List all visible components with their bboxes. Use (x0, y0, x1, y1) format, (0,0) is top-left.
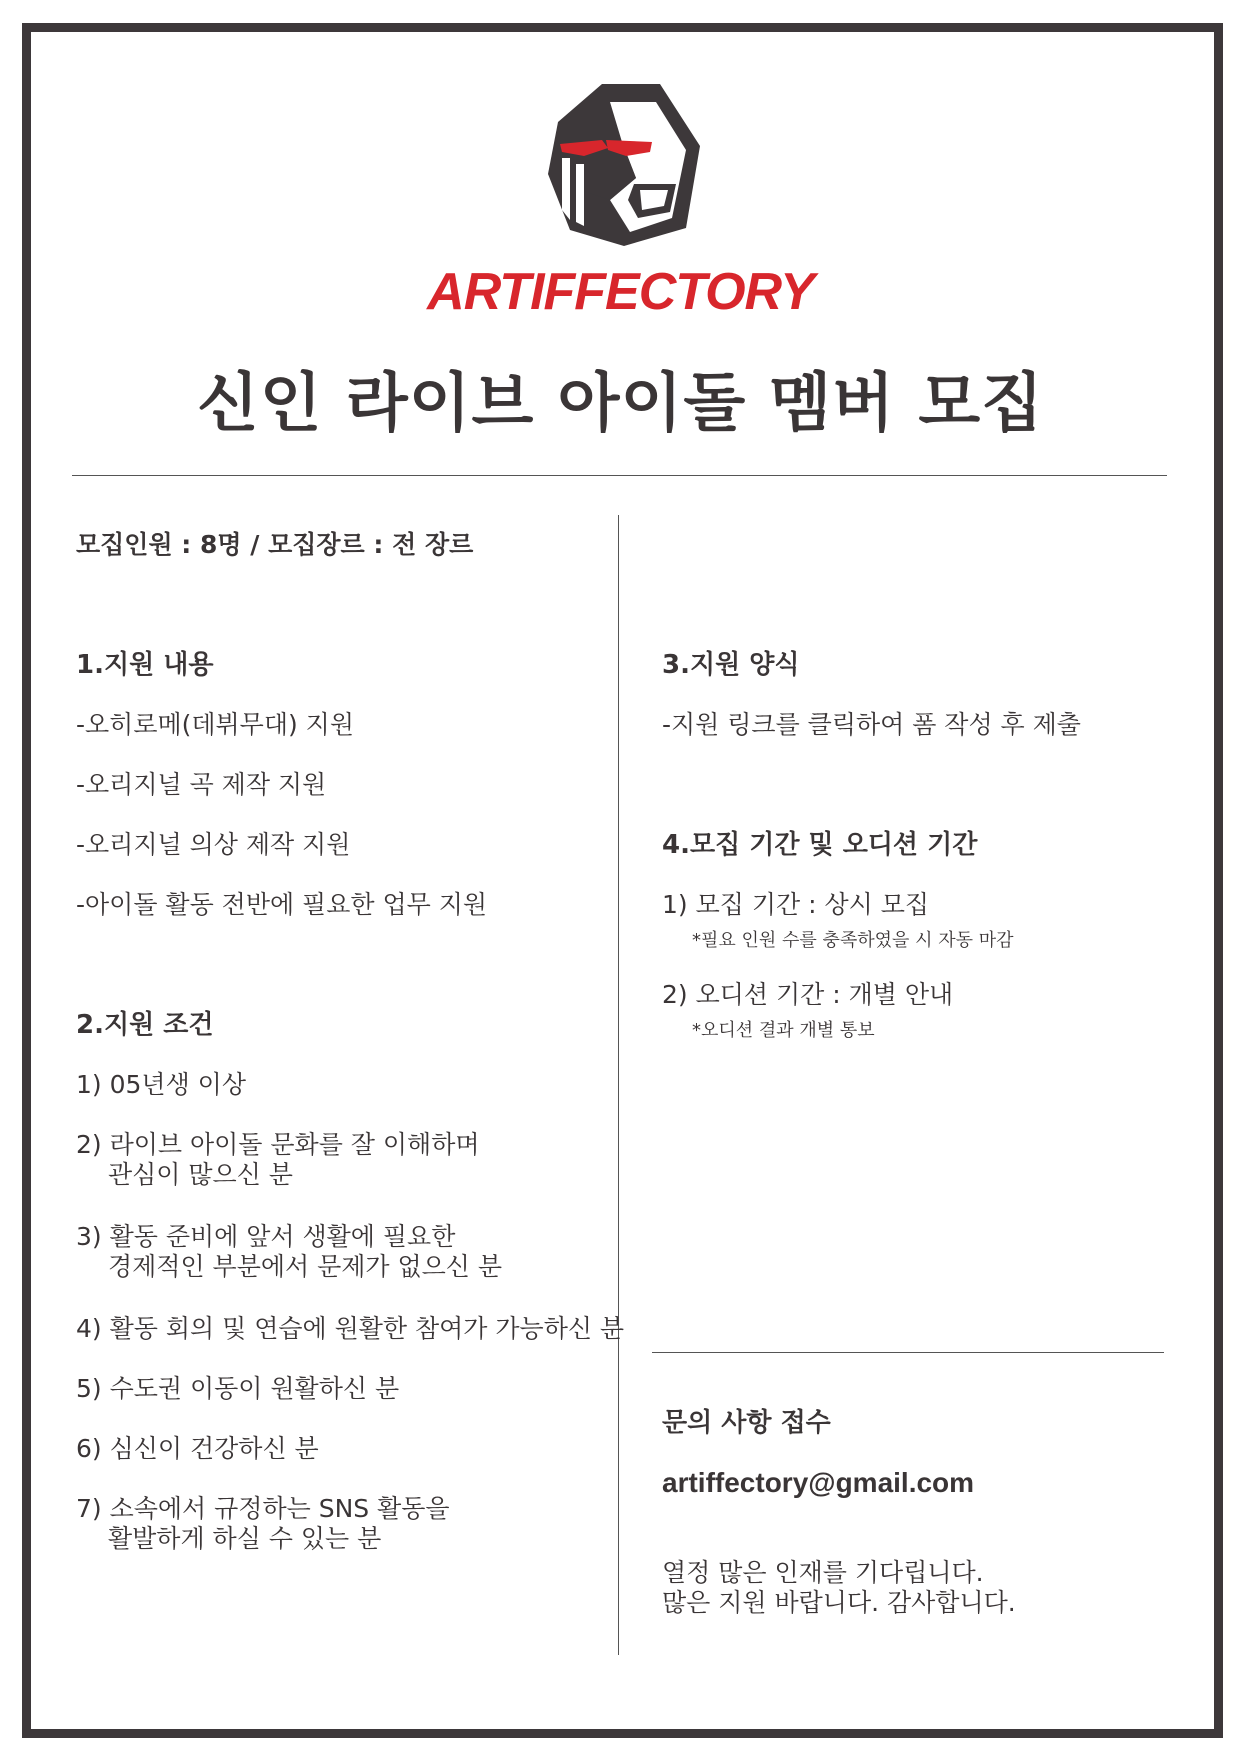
audition-period: 2) 오디션 기간 : 개별 안내 (662, 980, 954, 1009)
condition-item-continued: 경제적인 부분에서 문제가 없으신 분 (108, 1252, 503, 1281)
audition-period-note: *오디션 결과 개별 통보 (692, 1020, 875, 1041)
condition-item-continued: 활발하게 하실 수 있는 분 (108, 1524, 382, 1553)
condition-item: 7) 소속에서 규정하는 SNS 활동을 (76, 1494, 450, 1523)
brand-wordmark: ARTIFFECTORY (427, 263, 814, 321)
section2-heading: 2.지원 조건 (76, 1010, 214, 1040)
section4-heading: 4.모집 기간 및 오디션 기간 (662, 830, 978, 860)
section1-item: -아이돌 활동 전반에 필요한 업무 지원 (76, 890, 488, 919)
gorilla-logo-icon (540, 80, 708, 250)
contact-heading: 문의 사항 접수 (662, 1408, 831, 1438)
contact-email-link[interactable]: artiffectory@gmail.com (662, 1467, 975, 1498)
recruit-summary: 모집인원 : 8명 / 모집장르 : 전 장르 (76, 530, 474, 559)
section1-heading: 1.지원 내용 (76, 650, 214, 680)
condition-item-continued: 관심이 많으신 분 (108, 1160, 293, 1189)
recruit-period: 1) 모집 기간 : 상시 모집 (662, 890, 930, 919)
closing-line: 많은 지원 바랍니다. 감사합니다. (662, 1588, 1016, 1617)
section1-item: -오리지널 의상 제작 지원 (76, 830, 351, 859)
condition-item: 3) 활동 준비에 앞서 생활에 필요한 (76, 1222, 456, 1251)
section1-item: -오리지널 곡 제작 지원 (76, 770, 327, 799)
condition-item: 4) 활동 회의 및 연습에 원활한 참여가 가능하신 분 (76, 1314, 625, 1343)
title-divider (72, 475, 1167, 476)
section1-item: -오히로메(데뷔무대) 지원 (76, 710, 354, 739)
contact-divider (652, 1352, 1164, 1353)
condition-item: 5) 수도권 이동이 원활하신 분 (76, 1374, 400, 1403)
column-divider (618, 515, 619, 1655)
page-title: 신인 라이브 아이돌 멤버 모집 (196, 367, 1044, 441)
condition-item: 6) 심신이 건강하신 분 (76, 1434, 319, 1463)
condition-item: 2) 라이브 아이돌 문화를 잘 이해하며 (76, 1130, 480, 1159)
closing-line: 열정 많은 인재를 기다립니다. (662, 1558, 984, 1587)
section3-item: -지원 링크를 클릭하여 폼 작성 후 제출 (662, 710, 1081, 739)
condition-item: 1) 05년생 이상 (76, 1070, 246, 1099)
section3-heading: 3.지원 양식 (662, 650, 800, 680)
recruit-period-note: *필요 인원 수를 충족하였을 시 자동 마감 (692, 930, 1014, 951)
